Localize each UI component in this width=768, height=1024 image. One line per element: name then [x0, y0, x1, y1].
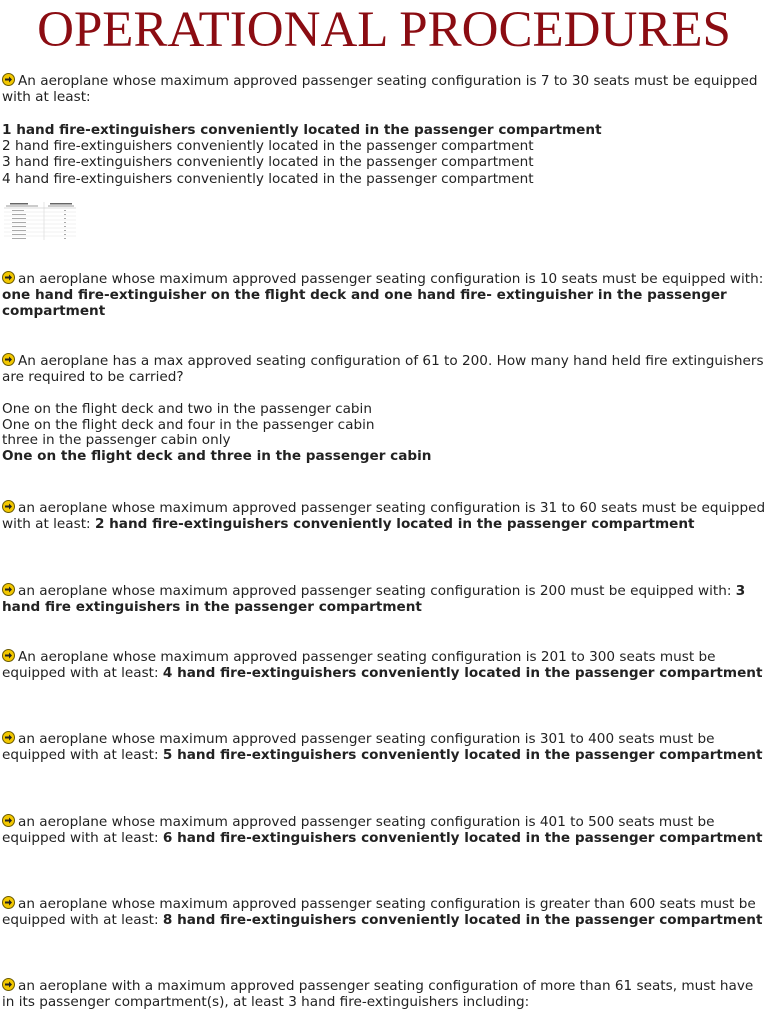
- answer: 3 hand fire extinguishers in the passenger compartment: [2, 583, 746, 616]
- question-1-options: [2, 122, 768, 187]
- option-correct: One on the flight deck and three in the passenger cabin: [2, 447, 432, 464]
- question-5: [2, 583, 768, 615]
- question-1-text: An aeroplane whose maximum approved passenger seating configuration is 7 to 30 seats must be equipped with at least:: [2, 73, 758, 106]
- question-7: [2, 731, 768, 763]
- arrow-right-circle-icon: [2, 649, 15, 662]
- option: three in the passenger cabin only: [2, 432, 231, 449]
- arrow-right-circle-icon: [2, 583, 15, 596]
- answer: 2 hand fire-extinguishers conveniently located in the passenger compartment: [94, 516, 695, 533]
- arrow-right-circle-icon: [2, 978, 15, 991]
- arrow-right-circle-icon: [2, 731, 15, 744]
- arrow-right-circle-icon: [2, 353, 15, 366]
- answer: 6 hand fire-extinguishers conveniently located in the passenger compartment: [162, 830, 763, 847]
- option-correct: 1 hand fire-extinguishers conveniently located in the passenger compartment: [2, 122, 602, 138]
- question-3: [2, 353, 768, 385]
- question-2-text: an aeroplane whose maximum approved passenger seating configuration is 10 seats must be equipped with:: [18, 271, 764, 287]
- answer: 4 hand fire-extinguishers conveniently located in the passenger compartment: [162, 665, 763, 682]
- question-4: [2, 500, 768, 532]
- question-10-text: an aeroplane with a maximum approved passenger seating configuration of more than 61 seats, must have in its passenger compartment(s), at least 3 hand fire-extinguishers including:: [2, 978, 754, 1011]
- arrow-right-circle-icon: [2, 500, 15, 513]
- arrow-right-circle-icon: [2, 814, 15, 827]
- question-4-text: an aeroplane whose maximum approved passenger seating configuration is 31 to 60 seats must be equipped with at least:: [2, 500, 766, 533]
- question-6: [2, 649, 768, 681]
- option: One on the flight deck and four in the passenger cabin: [2, 416, 375, 433]
- question-9: [2, 896, 768, 928]
- question-6-text: An aeroplane whose maximum approved passenger seating configuration is 201 to 300 seats must be equipped with at least:: [2, 649, 716, 682]
- arrow-right-circle-icon: [2, 73, 15, 86]
- question-8-text: an aeroplane whose maximum approved passenger seating configuration is 401 to 500 seats must be equipped with at least:: [2, 814, 715, 847]
- answer: one hand fire-extinguisher on the flight deck and one hand fire- extinguisher in the passenger compartment: [2, 287, 727, 320]
- question-9-text: an aeroplane whose maximum approved passenger seating configuration is greater than 600 seats must be equipped with at least:: [2, 896, 756, 929]
- question-10: [2, 978, 768, 1010]
- question-1: [2, 73, 768, 105]
- arrow-right-circle-icon: [2, 271, 15, 284]
- option: One on the flight deck and two in the passenger cabin: [2, 401, 372, 417]
- table-thumbnail-image: [4, 202, 76, 240]
- answer: 8 hand fire-extinguishers conveniently located in the passenger compartment: [162, 912, 763, 929]
- question-8: [2, 814, 768, 846]
- answer: 5 hand fire-extinguishers conveniently located in the passenger compartment: [162, 747, 763, 764]
- page-title: OPERATIONAL PROCEDURES: [37, 2, 731, 58]
- option: 3 hand fire-extinguishers conveniently located in the passenger compartment: [2, 154, 534, 171]
- arrow-right-circle-icon: [2, 896, 15, 909]
- option: 4 hand fire-extinguishers conveniently located in the passenger compartment: [2, 170, 534, 187]
- question-3-text: An aeroplane has a max approved seating configuration of 61 to 200. How many hand held fire extinguishers are required to be carried?: [2, 353, 764, 386]
- question-7-text: an aeroplane whose maximum approved passenger seating configuration is 301 to 400 seats must be equipped with at least:: [2, 731, 715, 764]
- question-5-text: an aeroplane whose maximum approved passenger seating configuration is 200 must be equipped with:: [18, 583, 732, 599]
- question-3-options: [2, 402, 768, 464]
- question-2: [2, 271, 768, 320]
- option: 2 hand fire-extinguishers conveniently located in the passenger compartment: [2, 138, 534, 155]
